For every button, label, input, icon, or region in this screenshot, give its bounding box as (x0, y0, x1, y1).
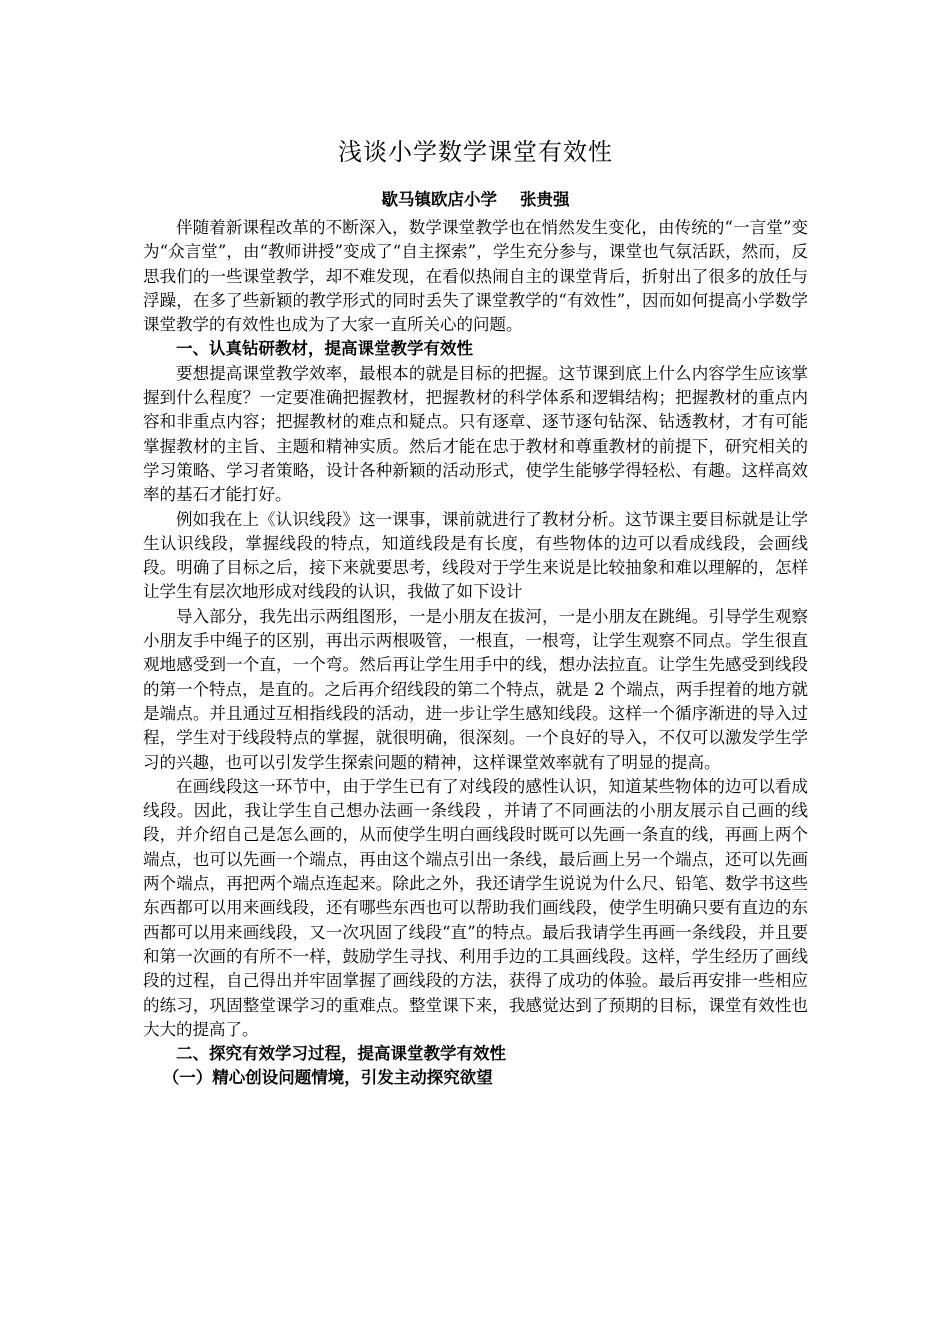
section-1-paragraph-1: 要想提高课堂教学效率，最根本的就是目标的把握。这节课到底上什么内容学生应该掌握到什么程度？一定要准确把握教材，把握教材的科学体系和逻辑结构；把握教材的重点内容和非重点内容；把握教材的难点和疑点。只有逐章、逐节逐句钻深、钻透教材，才有可能掌握教材的主旨、主题和精神实质。然后才能在忠于教材和尊重教材的前提下，研究相关的学习策略、学习者策略，设计各种新颖的活动形式，使学生能够学得轻松、有趣。这样高效率的基石才能打好。 (143, 363, 808, 505)
intro-paragraph: 伴随着新课程改革的不断深入，数学课堂教学也在悄然发生变化，由传统的“一言堂”变为“众言堂”，由“教师讲授”变成了“自主探索”，学生充分参与，课堂也气氛活跃，然而，反思我们的一些课堂教学，却不难发现，在看似热闹自主的课堂背后，折射出了很多的放任与浮躁，在多了些新颖的教学形式的同时丢失了课堂教学的“有效性”，因而如何提高小学数学课堂教学的有效性也成为了大家一直所关心的问题。 (143, 218, 808, 335)
section-1-paragraph-2: 例如我在上《认识线段》这一课事，课前就进行了教材分析。这节课主要目标就是让学生认识线段，掌握线段的特点，知道线段是有长度，有些物体的边可以看成线段，会画线段。明确了目标之后，接下来就要思考，线段对于学生来说是比较抽象和难以理解的，怎样让学生有层次地形成对线段的认识，我做了如下设计 (143, 509, 808, 602)
author-line: 歇马镇欧店小学 张贵强 (381, 190, 570, 209)
document-title: 浅谈小学数学课堂有效性 (338, 138, 613, 166)
section-2-heading: 二、探究有效学习过程，提高课堂教学有效性 (176, 1044, 506, 1064)
section-1-heading: 一、认真钻研教材，提高课堂教学有效性 (176, 339, 473, 359)
document-page (143, 130, 808, 1091)
section-2-subheading-1: （一）精心创设问题情境，引发主动探究欲望 (162, 1068, 493, 1088)
section-1-paragraph-3: 导入部分，我先出示两组图形，一是小朋友在拔河，一是小朋友在跳绳。引导学生观察小朋友手中绳子的区别，再出示两根吸管，一根直，一根弯，让学生观察不同点。学生很直观地感受到一个直，一个弯。然后再让学生用手中的线，想办法拉直。让学生先感受到线段的第一个特点，是直的。之后再介绍线段的第二个特点，就是 2 个端点，两手捏着的地方就是端点。并且通过互相指线段的活动，进一步让学生感知线段。这样一个循序渐进的导入过程，学生对于线段特点的掌握，就很明确，很深刻。一个良好的导入，不仅可以激发学生学习的兴趣，也可以引发学生探索问题的精神，这样课堂效率就有了明显的提高。 (143, 606, 808, 772)
section-1-paragraph-4: 在画线段这一环节中，由于学生已有了对线段的感性认识，知道某些物体的边可以看成线段。因此，我让学生自己想办法画一条线段 ，并请了不同画法的小朋友展示自己画的线段，并介绍自己是怎么画的，从而使学生明白画线段时既可以先画一条直的线，再画上两个端点，也可以先画一个端点，再由这个端点引出一条线，最后画上另一个端点，还可以先画两个端点，再把两个端点连起来。除此之外，我还请学生说说为什么尺、铅笔、数学书这些东西都可以用来画线段，还有哪些东西也可以帮助我们画线段，使学生明确只要有直边的东西都可以用来画线段，又一次巩固了线段“直”的特点。最后我请学生再画一条线段，并且要和第一次画的有所不一样，鼓励学生寻找、利用手边的工具画线段。这样，学生经历了画线段的过程，自己得出并牢固掌握了画线段的方法，获得了成功的体验。最后再安排一些相应的练习，巩固整堂课学习的重难点。整堂课下来，我感觉达到了预期的目标，课堂有效性也大大的提高了。 (143, 776, 808, 1039)
